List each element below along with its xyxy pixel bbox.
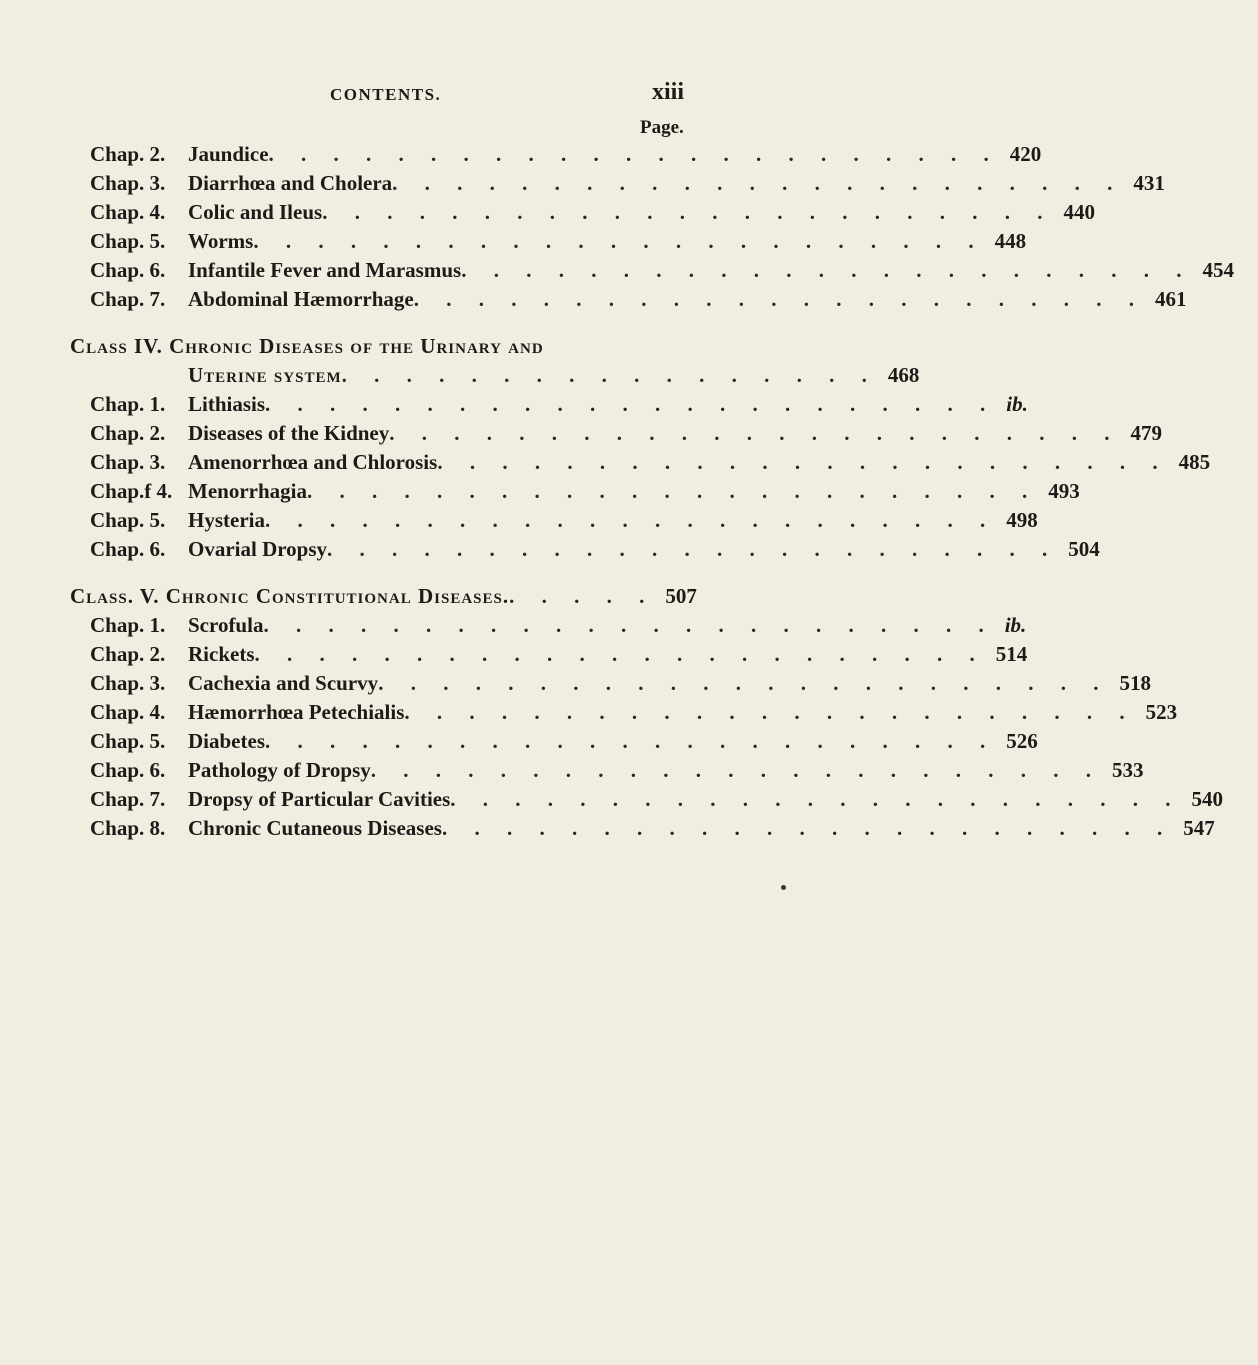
dot-leader: . . . . . . . . . . . . . . . . . [341,363,878,387]
page-ref: 504 [1068,537,1100,561]
dot-leader: . . . . . . . . . . . . . . . . . . . . . . . [461,258,1193,282]
class-heading [70,584,714,613]
page-column-header: Page. [640,117,684,138]
class-heading-text: Uterine system [188,363,342,387]
page-number: xiii [652,79,685,105]
chapter-number: Chap. 3. [90,671,166,695]
chapter-number: Chap. 5. [90,729,166,753]
chapter-title: Hæmorrhœa Petechialis [188,700,405,724]
chapter-title: Infantile Fever and Marasmus [188,258,462,282]
toc-entry [90,287,1187,316]
toc-entry [90,642,1028,671]
chapter-number: Chap. 8. [90,816,166,840]
dot-leader: . . . . . . . . . . . . . . . . . . . . . . . [265,729,997,753]
chapter-title: Cachexia and Scurvy [188,671,379,695]
ink-speck [781,885,786,890]
toc-entry [90,229,1027,258]
class-heading-continued [70,363,920,392]
page-ref: 431 [1133,171,1165,195]
toc-entry [90,787,1224,816]
toc-entry [90,537,1100,566]
toc-entry [90,508,1038,537]
chapter-number: Chap. 6. [90,258,166,282]
class-heading-text: Class IV. Chronic Diseases of the Urinary and [70,334,544,358]
chapter-title: Pathology of Dropsy [188,758,371,782]
toc-entry [90,479,1080,508]
page-ref: 420 [1009,142,1042,166]
dot-leader: . . . . . . . . . . . . . . . . . . . . . . . [306,479,1039,503]
dot-leader: . . . . . . . . . . . . . . . . . . . . . . . [254,642,986,666]
chapter-number: Chap. 7. [90,287,166,311]
page-ref: 526 [1006,729,1038,753]
toc-entry [90,258,1234,287]
chapter-number: Chap. 7. [90,787,166,811]
toc-entry [90,171,1165,200]
page-ref: 540 [1191,787,1224,811]
dot-leader: . . . . . . . . . . . . . . . . . . . . . . . [370,758,1103,782]
toc-entry [90,729,1038,758]
chapter-number: Chap. 2. [90,421,166,445]
page-ref: 440 [1063,200,1095,224]
toc-entry [90,200,1095,229]
chapter-number: Chap. 3. [90,171,166,195]
chapter-title: Diarrhœa and Cholera [188,171,393,195]
page-ref: 498 [1006,508,1038,532]
toc-entry [90,758,1144,787]
toc-entry [90,671,1151,700]
dot-leader: . . . . . . . . . . . . . . . . . . . . . . . [404,700,1136,724]
chapter-title: Colic and Ileus [188,200,323,224]
dot-leader: . . . . . . . . . . . . . . . . . . . . . . . [441,816,1174,840]
chapter-number: Chap. 3. [90,450,166,474]
running-head-title: CONTENTS. [330,85,442,104]
toc-entry [90,450,1211,479]
class-heading [70,334,714,363]
chapter-title: Scrofula [188,613,264,637]
page-ref: 468 [887,363,920,387]
page-ref: ib. [1006,392,1028,416]
page-ref: 507 [665,584,697,608]
toc-entry [90,816,1215,845]
chapter-number: Chap.f 4. [90,479,173,503]
dot-leader: . . . . . . . . . . . . . . . . . . . . . . . [263,613,995,637]
toc-entry [90,421,1162,450]
page-ref: 523 [1145,700,1178,724]
chapter-number: Chap. 1. [90,613,166,637]
chapter-title: Abdominal Hæmorrhage [188,287,414,311]
page-ref: 454 [1202,258,1234,282]
chapter-number: Chap. 6. [90,758,166,782]
dot-leader: . . . . . . . . . . . . . . . . . . . . . . . [378,671,1110,695]
toc-entry [90,613,1027,642]
chapter-title: Diseases of the Kidney [188,421,390,445]
chapter-title: Worms [188,229,254,253]
dot-leader: . . . . . . . . . . . . . . . . . . . . . . . [264,508,997,532]
running-head [0,79,800,115]
dot-leader: . . . . . . . . . . . . . . . . . . . . . . . [389,421,1121,445]
toc-entry [90,700,1178,729]
page-ref: 493 [1048,479,1080,503]
dot-leader: . . . . . . . . . . . . . . . . . . . . . . . [268,142,1000,166]
toc-entry [90,142,1042,171]
chapter-title: Amenorrhœa and Chlorosis [188,450,438,474]
dot-leader: . . . . . . . . . . . . . . . . . . . . . . . [265,392,997,416]
chapter-title: Chronic Cutaneous Diseases [188,816,442,840]
dot-leader: . . . . . . . . . . . . . . . . . . . . . . . [327,537,1059,561]
chapter-number: Chap. 1. [90,392,166,416]
chapter-title: Ovarial Dropsy [188,537,328,561]
chapter-title: Diabetes [188,729,265,753]
chapter-number: Chap. 4. [90,200,166,224]
dot-leader: . . . . . . . . . . . . . . . . . . . . . . . [450,787,1182,811]
page-ref: 479 [1130,421,1162,445]
dot-leader: . . . . . . . . . . . . . . . . . . . . . . . [437,450,1169,474]
page-ref: 485 [1178,450,1211,474]
chapter-number: Chap. 5. [90,229,166,253]
chapter-number: Chap. 6. [90,537,166,561]
dot-leader: . . . . . [509,584,656,608]
dot-leader: . . . . . . . . . . . . . . . . . . . . . . . [392,171,1124,195]
chapter-title: Dropsy of Particular Cavities [188,787,451,811]
page-ref: 461 [1155,287,1187,311]
page-ref: ib. [1004,613,1027,637]
chapter-number: Chap. 5. [90,508,166,532]
page-ref: 518 [1119,671,1151,695]
chapter-number: Chap. 4. [90,700,166,724]
chapter-title: Jaundice [188,142,269,166]
chapter-title: Rickets [188,642,255,666]
dot-leader: . . . . . . . . . . . . . . . . . . . . . . . [253,229,985,253]
dot-leader: . . . . . . . . . . . . . . . . . . . . . . . [322,200,1054,224]
page-ref: 514 [995,642,1028,666]
toc-entry [90,392,1028,421]
chapter-title: Hysteria [188,508,265,532]
page-ref: 448 [994,229,1027,253]
page-ref: 547 [1183,816,1215,840]
class-heading-text: Class. V. Chronic Constitutional Diseases. [70,584,510,608]
chapter-title: Lithiasis [188,392,266,416]
chapter-number: Chap. 2. [90,142,166,166]
dot-leader: . . . . . . . . . . . . . . . . . . . . . . . [413,287,1145,311]
chapter-title: Menorrhagia [188,479,307,503]
page-ref: 533 [1112,758,1144,782]
chapter-number: Chap. 2. [90,642,166,666]
